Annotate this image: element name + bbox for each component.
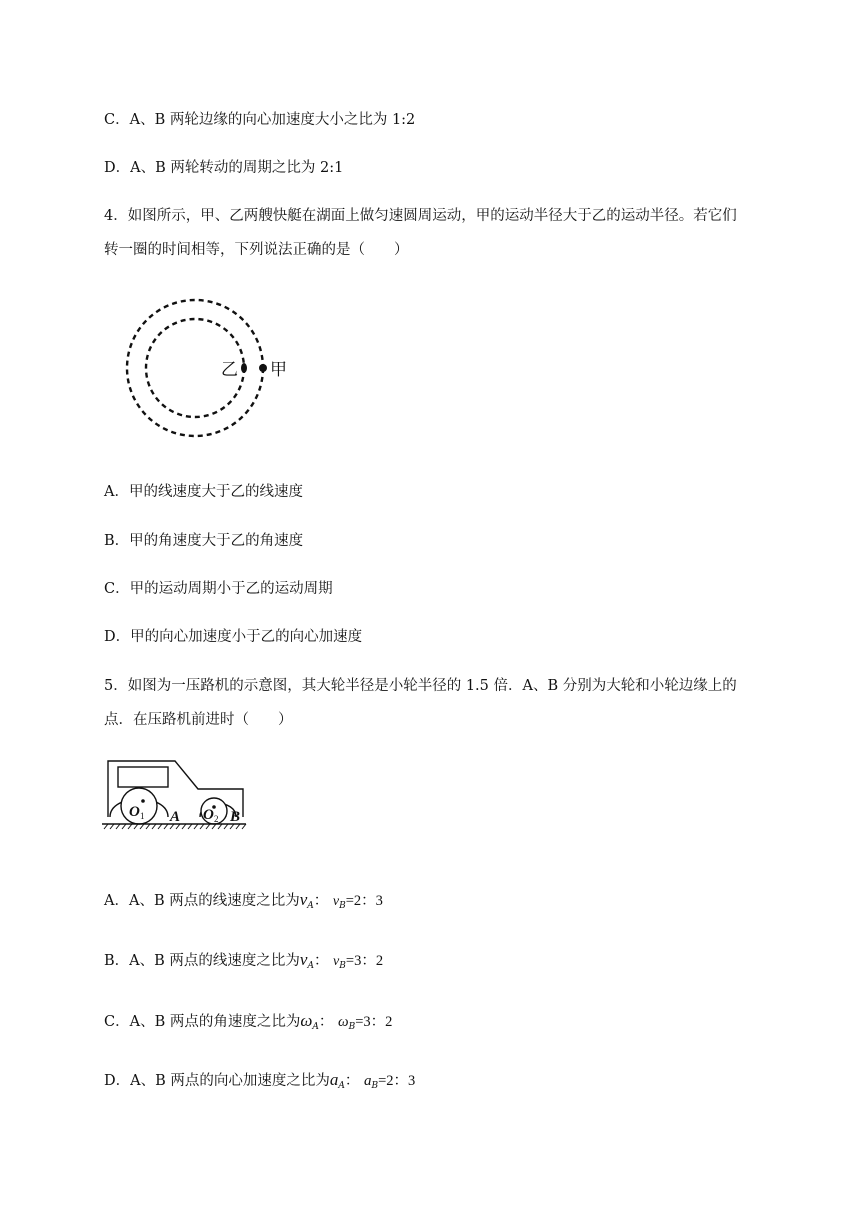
q4-stem-line2: 转一圈的时间相等，下列说法正确的是（ ） bbox=[104, 242, 409, 258]
label-b: B bbox=[230, 809, 241, 825]
label-a: A bbox=[170, 809, 181, 825]
ratio: =3：2 bbox=[355, 1014, 393, 1030]
big-wheel-center bbox=[141, 799, 145, 803]
label-o1-sub: 1 bbox=[140, 811, 145, 821]
var-v-a: v bbox=[299, 890, 308, 909]
q5-stem-line1: 5．如图为一压路机的示意图，其大轮半径是小轮半径的 1.5 倍．A、B 分别为大轮和小轮边缘上的 bbox=[104, 678, 737, 694]
label-yi: 乙 bbox=[221, 360, 238, 380]
boat-yi-dot bbox=[241, 363, 247, 373]
var-omega-a: ω bbox=[300, 1011, 313, 1030]
var-v-a: v bbox=[299, 950, 308, 969]
q5-option-c: C．A、B 两点的角速度之比为$\omega_A$： $\omega_B=3$：2 bbox=[104, 1011, 393, 1032]
road-roller-figure bbox=[100, 755, 260, 831]
q4-option-b: B．甲的角速度大于乙的角速度 bbox=[104, 533, 304, 549]
q4-option-a: A．甲的线速度大于乙的线速度 bbox=[104, 484, 303, 500]
label-jia: 甲 bbox=[270, 360, 287, 380]
boat-jia-dot bbox=[259, 364, 267, 372]
q5-stem-line2: 点．在压路机前进时（ ） bbox=[104, 712, 293, 728]
sub-b: B bbox=[339, 901, 346, 911]
q5-option-d-text: D．A、B 两点的向心加速度之比为 bbox=[104, 1073, 330, 1089]
sub-a: A bbox=[338, 1081, 345, 1091]
var-v-b: v bbox=[332, 894, 340, 909]
ratio: =2：3 bbox=[345, 893, 383, 909]
q5-option-a: A．A、B 两点的线速度之比为$v_A$： $v_B=2$：3 bbox=[104, 890, 383, 911]
concentric-circles-figure bbox=[120, 292, 310, 442]
sub-b: B bbox=[371, 1081, 379, 1091]
var-a-b: a bbox=[363, 1073, 372, 1089]
ratio: =3：2 bbox=[345, 953, 384, 969]
sub-a: A bbox=[307, 961, 314, 971]
q3-option-c: C．A、B 两轮边缘的向心加速度大小之比为 1:2 bbox=[104, 112, 416, 128]
label-o2: O bbox=[203, 807, 214, 823]
q3-option-d: D．A、B 两轮转动的周期之比为 2:1 bbox=[104, 160, 344, 176]
var-omega-b: ω bbox=[337, 1014, 349, 1030]
q5-option-c-text: C．A、B 两点的角速度之比为 bbox=[104, 1014, 301, 1030]
q4-stem-line1: 4．如图所示，甲、乙两艘快艇在湖面上做匀速圆周运动，甲的运动半径大于乙的运动半径。若它们 bbox=[104, 208, 737, 224]
sub-a: A bbox=[307, 901, 314, 911]
label-o2-sub: 2 bbox=[214, 814, 219, 824]
q4-option-c: C．甲的运动周期小于乙的运动周期 bbox=[104, 581, 333, 597]
sub-a: A bbox=[312, 1022, 319, 1032]
q5-option-d: D．A、B 两点的向心加速度之比为$a_A$： $a_B=2$：3 bbox=[104, 1070, 416, 1091]
q5-option-a-text: A．A、B 两点的线速度之比为 bbox=[104, 893, 300, 909]
var-a-a: a bbox=[329, 1070, 339, 1089]
ratio: =2：3 bbox=[378, 1073, 416, 1089]
label-o1: O bbox=[129, 804, 140, 820]
roller-window bbox=[118, 767, 168, 787]
q4-option-d: D．甲的向心加速度小于乙的向心加速度 bbox=[104, 629, 363, 645]
sub-b: B bbox=[348, 1022, 356, 1032]
var-v-b: v bbox=[333, 954, 340, 969]
q5-option-b-text: B．A、B 两点的线速度之比为 bbox=[104, 953, 300, 969]
sub-b: B bbox=[339, 961, 346, 971]
q5-option-b: B．A、B 两点的线速度之比为$v_A$： $v_B=3$：2 bbox=[104, 950, 384, 971]
